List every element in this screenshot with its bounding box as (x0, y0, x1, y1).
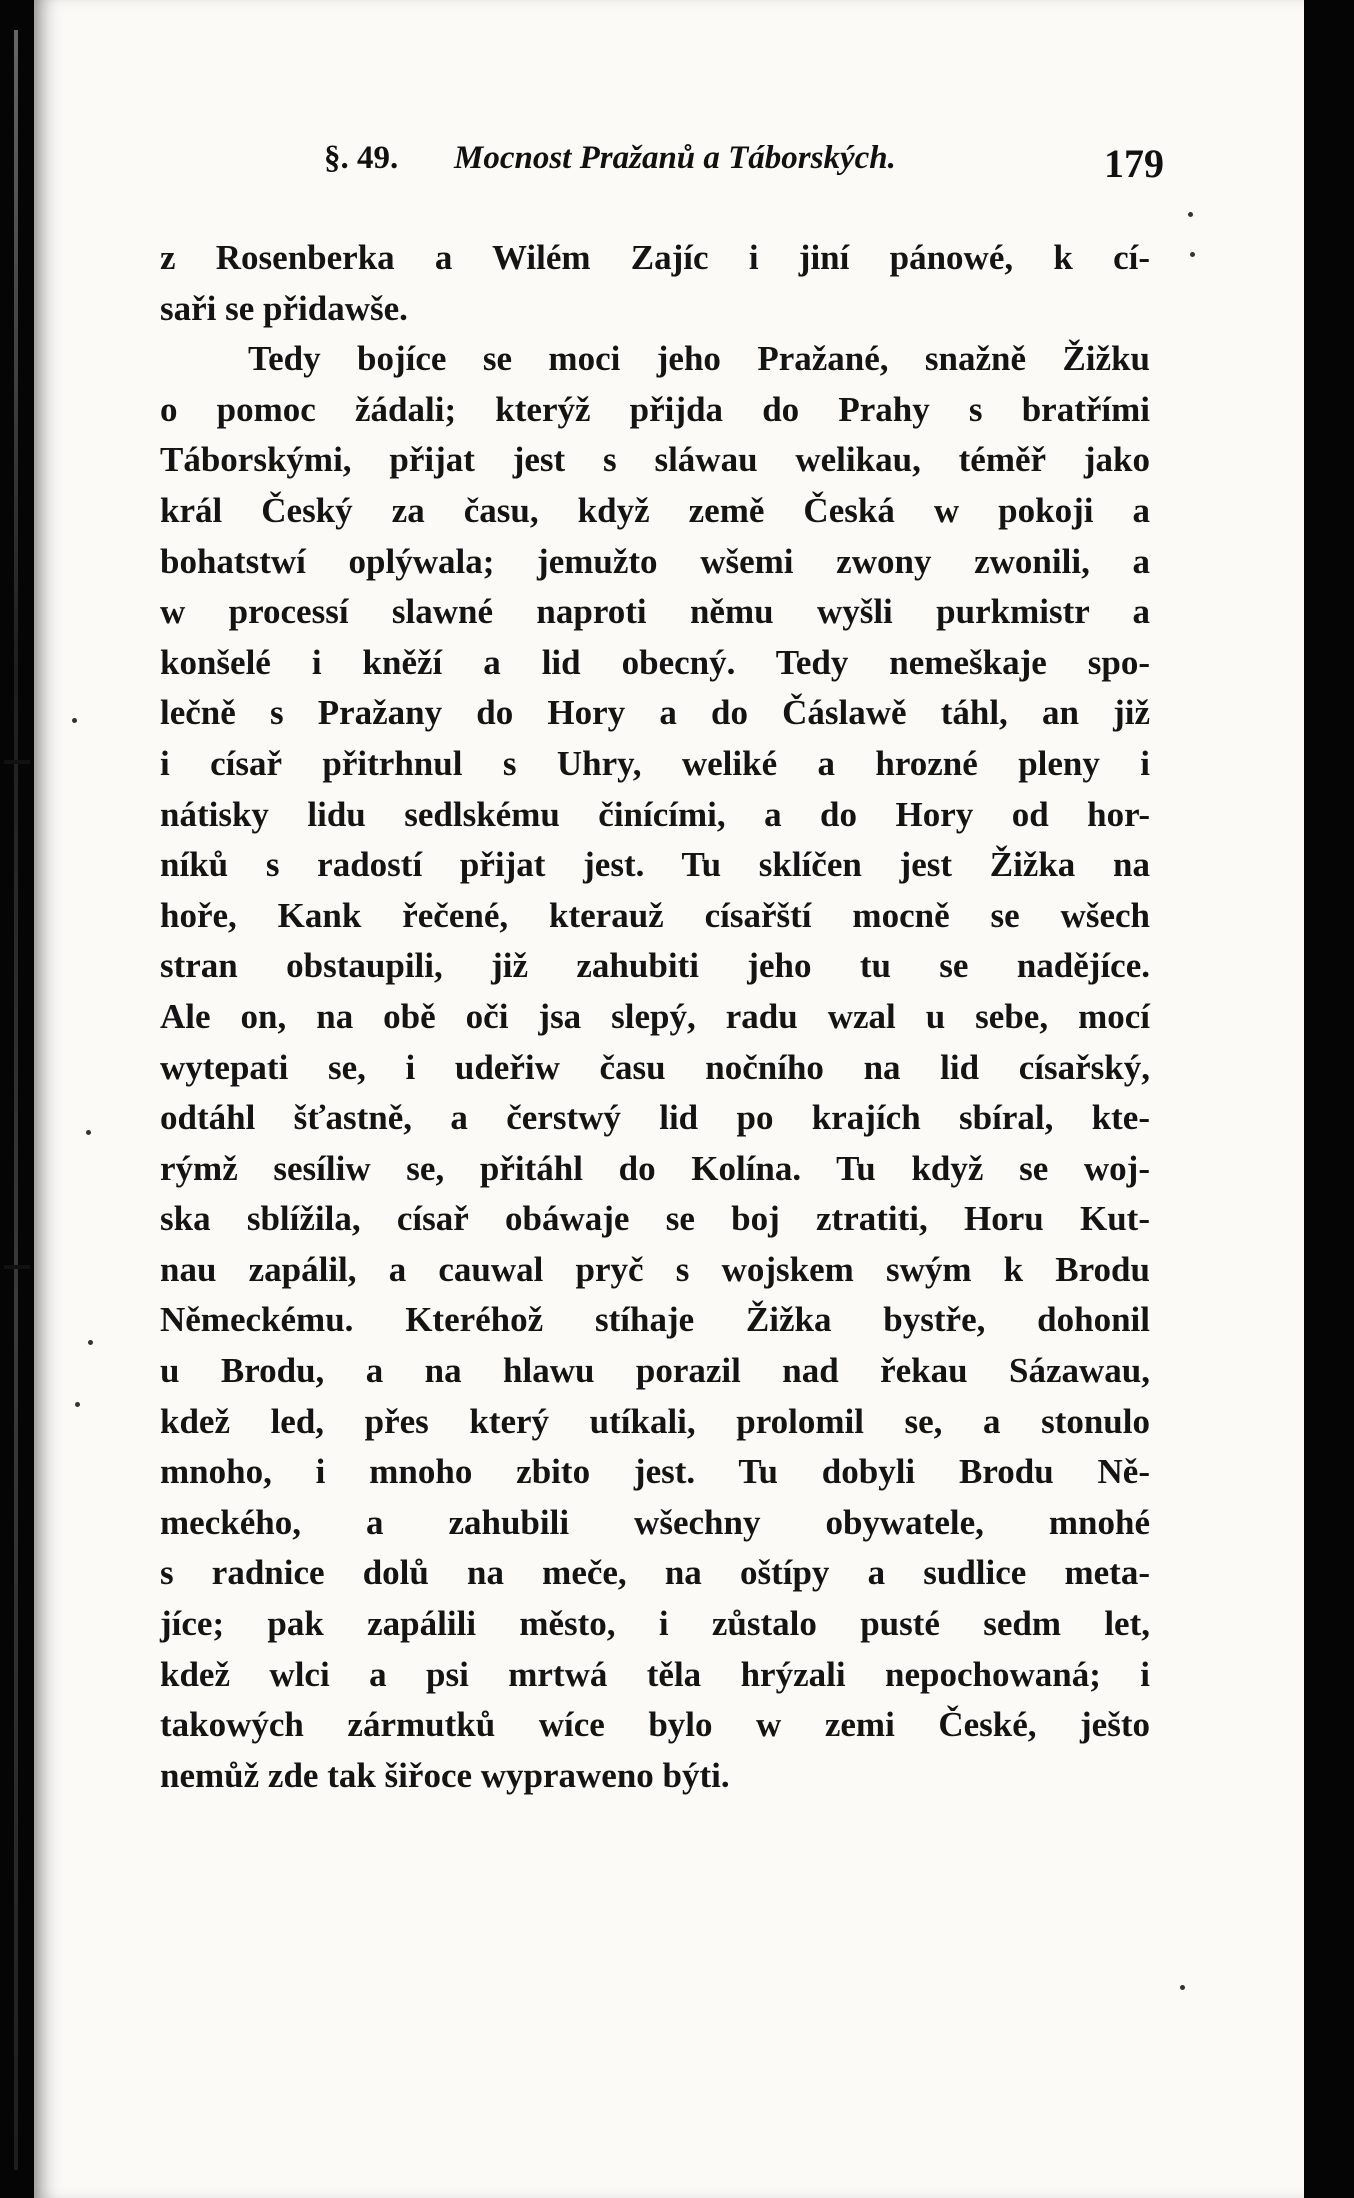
text-line: níků s radostí přijat jest. Tu sklíčen jest Žižka na (160, 845, 1150, 885)
text-line: konšelé i kněží a lid obecný. Tedy nemeškaje spo- (160, 642, 1150, 682)
text-line: lečně s Pražany do Hory a do Čáslawě táhl, an již (160, 693, 1150, 733)
text-line: odtáhl šťastně, a čerstwý lid po krajích sbíral, kte- (160, 1098, 1150, 1138)
page-number: 179 (1104, 141, 1164, 186)
text-line: kdež led, přes který utíkali, prolomil se, a stonulo (160, 1401, 1150, 1441)
text-line: Táborskými, přijat jest s sláwau welikau, téměř jako (160, 440, 1150, 480)
binding-mark (4, 760, 30, 764)
text-line: w processí slawné naproti němu wyšli purkmistr a (160, 592, 1150, 632)
text-line: takowých zármutků wíce bylo w zemi České, ješto (160, 1705, 1150, 1745)
text-line: meckého, a zahubili wšechny obywatele, mnohé (160, 1502, 1150, 1542)
text-line: nátisky lidu sedlskému činícími, a do Hory od hor- (160, 794, 1150, 834)
section-number: §. 49. (324, 140, 399, 176)
print-speck (1188, 212, 1193, 217)
print-speck (88, 1340, 93, 1345)
print-speck (86, 1130, 91, 1135)
print-speck (72, 718, 77, 723)
text-line: ska sblížila, císař obáwaje se boj ztratiti, Horu Kut- (160, 1199, 1150, 1239)
print-speck (75, 1402, 80, 1407)
binding-mark (4, 1265, 30, 1269)
text-line: s radnice dolů na meče, na oštípy a sudlice meta- (160, 1553, 1150, 1593)
text-line: wytepati se, i udeřiw času nočního na lid císařský, (160, 1047, 1150, 1087)
text-line: saři se přidawše. (160, 288, 408, 328)
text-line: nemůž zde tak šiřoce wypraweno býti. (160, 1755, 730, 1795)
text-line: král Český za času, když země Česká w pokoji a (160, 490, 1150, 530)
text-line: stran obstaupili, již zahubiti jeho tu se nadějíce. (160, 946, 1150, 986)
text-line: u Brodu, a na hlawu porazil nad řekau Sázawau, (160, 1351, 1150, 1391)
text-line: mnoho, i mnoho zbito jest. Tu dobyli Brodu Ně- (160, 1452, 1150, 1492)
print-speck (1180, 1985, 1185, 1990)
text-line: jíce; pak zapálili město, i zůstalo pusté sedm let, (160, 1604, 1150, 1644)
text-line: nau zapálil, a cauwal pryč s wojskem swým k Brodu (160, 1249, 1150, 1289)
text-line: rýmž sesíliw se, přitáhl do Kolína. Tu když se woj- (160, 1148, 1150, 1188)
binding-edge (14, 30, 18, 2170)
body-text (160, 233, 1150, 1801)
text-line: z Rosenberka a Wilém Zajíc i jiní pánowé, k cí- (160, 238, 1150, 277)
text-line: i císař přitrhnul s Uhry, weliké a hrozné pleny i (160, 743, 1150, 783)
text-line: o pomoc žádali; kterýž přijda do Prahy s bratřími (160, 389, 1150, 429)
text-line: kdež wlci a psi mrtwá těla hrýzali nepochowaná; i (160, 1654, 1150, 1694)
print-speck (1190, 252, 1195, 257)
text-line: Ale on, na obě oči jsa slepý, radu wzal u sebe, mocí (160, 996, 1150, 1036)
text-line: Německému. Kteréhož stíhaje Žižka bystře, dohonil (160, 1300, 1150, 1340)
text-line: hoře, Kank řečené, kterauž císařští mocně se wšech (160, 895, 1150, 935)
text-line: Tedy bojíce se moci jeho Pražané, snažně Žižku (248, 339, 1150, 379)
running-head (324, 140, 1164, 190)
text-line: bohatstwí oplýwala; jemužto wšemi zwony zwonili, a (160, 541, 1150, 581)
running-title: Mocnost Pražanů a Táborských. (454, 140, 896, 176)
